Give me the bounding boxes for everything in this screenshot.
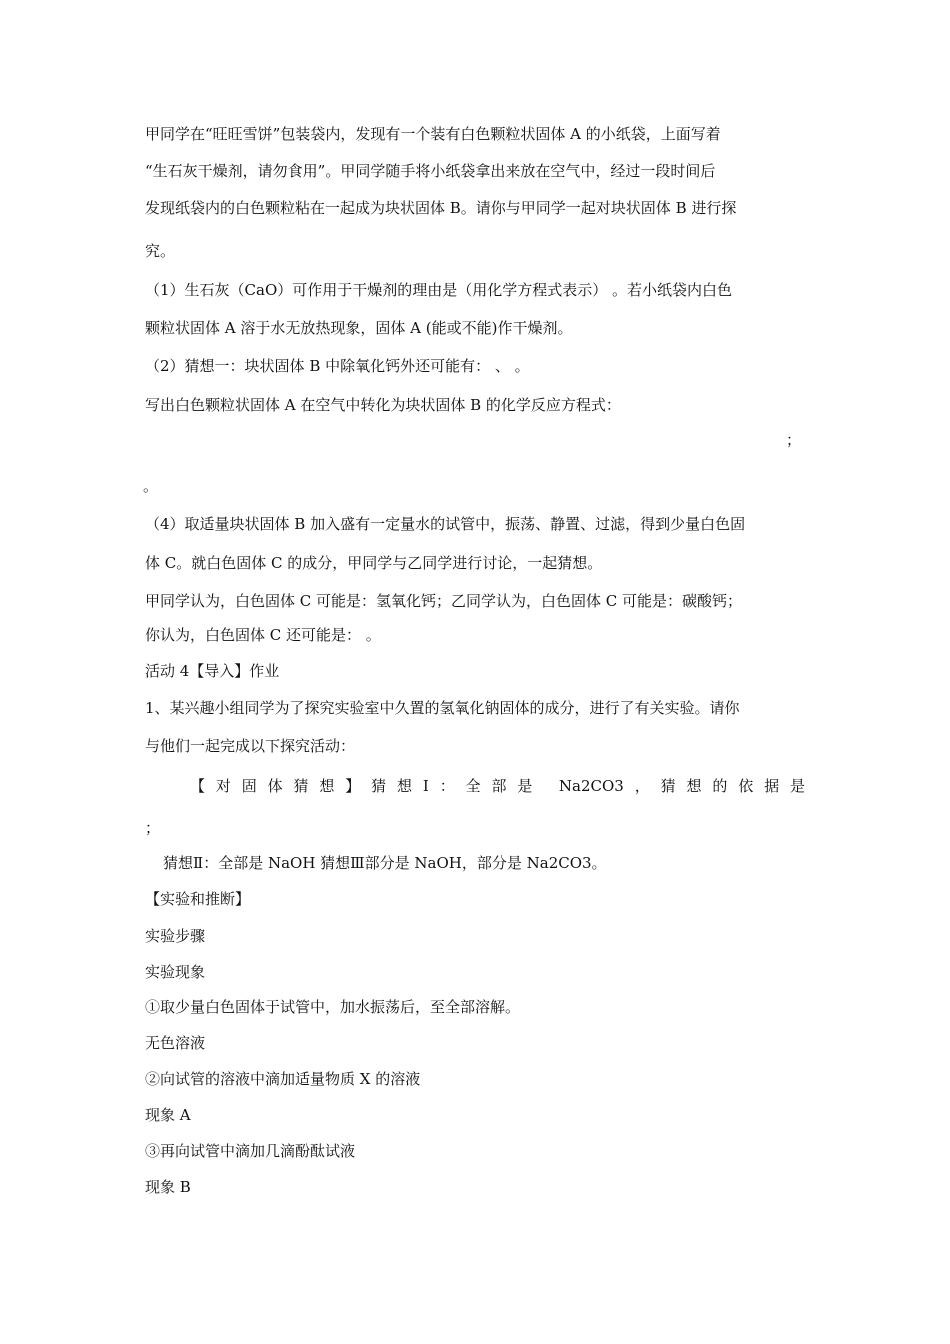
text-line: 发现纸袋内的白色颗粒粘在一起成为块状固体 B。请你与甲同学一起对块状固体 B 进行探 — [145, 199, 737, 217]
section-heading: 活动 4【导入】作业 — [145, 662, 280, 680]
table-cell: ①取少量白色固体于试管中，加水振荡后，至全部溶解。 — [145, 998, 521, 1016]
text-line: 你认为，白色固体 C 还可能是： 。 — [145, 626, 381, 644]
text-line: ； — [145, 819, 161, 837]
text-line: 究。 — [145, 242, 176, 260]
text-line: 与他们一起完成以下探究活动： — [145, 737, 356, 755]
table-header: 实验现象 — [145, 963, 206, 981]
text-line: 。 — [143, 477, 159, 495]
table-cell: ②向试管的溶液中滴加适量物质 X 的溶液 — [145, 1070, 421, 1088]
text-line: ； — [786, 431, 802, 449]
text-line: （1）生石灰（CaO）可作用于干燥剂的理由是（用化学方程式表示） 。若小纸袋内白色 — [145, 281, 733, 299]
text-line: 体 C。就白色固体 C 的成分，甲同学与乙同学进行讨论，一起猜想。 — [145, 554, 603, 572]
table-cell: 无色溶液 — [145, 1034, 206, 1052]
text-line: 写出白色颗粒状固体 A 在空气中转化为块状固体 B 的化学反应方程式： — [145, 396, 621, 414]
section-heading: 【实验和推断】 — [145, 890, 251, 908]
table-cell: 现象 A — [145, 1106, 191, 1124]
text-line: 颗粒状固体 A 溶于水无放热现象，固体 A (能或不能)作干燥剂。 — [145, 319, 573, 337]
text-line: 【对固体猜想】猜想Ⅰ：全部是 Na2CO3，猜想的依据是 — [190, 777, 805, 795]
text-line: 甲同学认为，白色固体 C 可能是：氢氧化钙；乙同学认为，白色固体 C 可能是：碳酸钙； — [145, 592, 743, 610]
text-line: “生石灰干燥剂，请勿食用”。甲同学随手将小纸袋拿出来放在空气中，经过一段时间后 — [145, 162, 716, 180]
text-line: 猜想Ⅱ：全部是 NaOH 猜想Ⅲ部分是 NaOH，部分是 Na2CO3。 — [163, 854, 607, 872]
text-line: 1、某兴趣小组同学为了探究实验室中久置的氢氧化钠固体的成分，进行了有关实验。请你 — [145, 699, 740, 717]
table-header: 实验步骤 — [145, 927, 206, 945]
table-cell: 现象 B — [145, 1178, 191, 1196]
text-line: （4）取适量块状固体 B 加入盛有一定量水的试管中，振荡、静置、过滤，得到少量白色固 — [145, 515, 746, 533]
text-line: （2）猜想一：块状固体 B 中除氧化钙外还可能有： 、 。 — [145, 357, 530, 375]
text-line: 甲同学在“旺旺雪饼”包装袋内，发现有一个装有白色颗粒状固体 A 的小纸袋，上面写着 — [145, 125, 721, 143]
table-cell: ③再向试管中滴加几滴酚酞试液 — [145, 1142, 356, 1160]
